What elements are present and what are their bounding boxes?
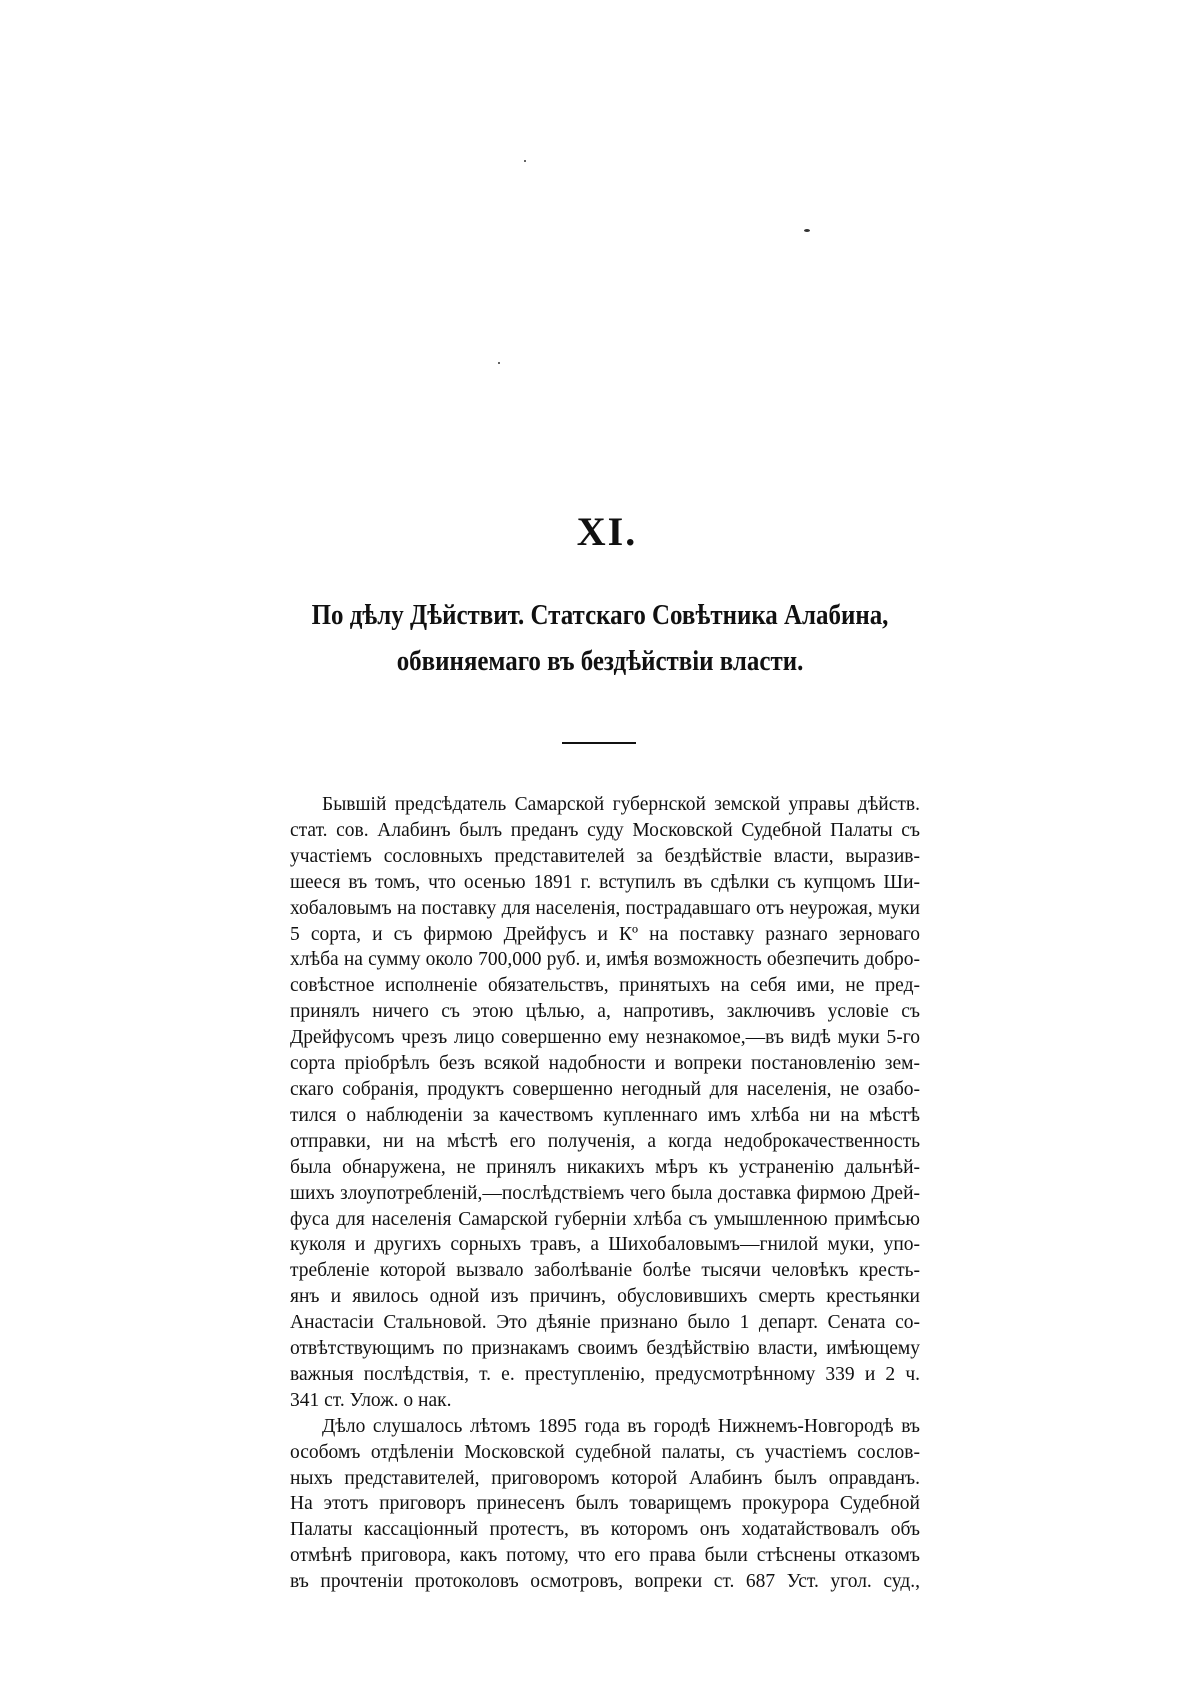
text-line: На этотъ приговоръ принесенъ былъ товарищемъ прокурора Судебной bbox=[290, 1493, 920, 1515]
text-line: сорта пріобрѣлъ безъ всякой надобности и вопреки постановленію зем- bbox=[290, 1053, 920, 1075]
text-line: тился о наблюденіи за качествомъ купленнаго имъ хлѣба ни на мѣстѣ bbox=[290, 1104, 920, 1126]
print-speck bbox=[498, 362, 500, 364]
text-line: стат. сов. Алабинъ былъ преданъ суду Московской Судебной Палаты съ bbox=[290, 819, 920, 841]
text-line: хлѣба на сумму около 700,000 руб. и, имѣя возможность обезпечить добро- bbox=[290, 949, 920, 971]
chapter-number: XI. bbox=[576, 509, 638, 554]
text-line: хобаловымъ на поставку для населенія, пострадавшаго отъ неурожая, муки bbox=[290, 897, 920, 919]
text-line: въ прочтеніи протоколовъ осмотровъ, вопреки ст. 687 Уст. угол. суд., bbox=[290, 1571, 920, 1593]
print-speck bbox=[804, 229, 810, 232]
text-line: Бывшій предсѣдатель Самарской губернской земской управы дѣйств. bbox=[322, 794, 920, 815]
text-line: отмѣнѣ приговора, какъ потому, что его права были стѣснены отказомъ bbox=[290, 1545, 920, 1567]
print-speck bbox=[524, 160, 526, 162]
text-line: принялъ ничего съ этою цѣлью, а, напротивъ, заключивъ условіе съ bbox=[290, 1001, 920, 1023]
text-line: отвѣтствующимъ по признакамъ своимъ бездѣйствію власти, имѣющему bbox=[290, 1338, 920, 1360]
text-line: шееся въ томъ, что осенью 1891 г. вступилъ въ сдѣлки съ купцомъ Ши- bbox=[290, 871, 920, 893]
paragraph bbox=[290, 1414, 920, 1595]
text-line: 341 ст. Улож. о нак. bbox=[290, 1389, 452, 1411]
text-line: ныхъ представителей, приговоромъ которой Алабинъ былъ оправданъ. bbox=[290, 1467, 920, 1489]
text-line: скаго собранія, продуктъ совершенно негодный для населенія, не озабо- bbox=[290, 1078, 920, 1100]
text-line: шихъ злоупотребленій,—послѣдствіемъ чего была доставка фирмою Дрей- bbox=[290, 1182, 920, 1204]
text-line: была обнаружена, не принялъ никакихъ мѣръ къ устраненію дальнѣй- bbox=[290, 1156, 920, 1178]
text-line: фуса для населенія Самарской губерніи хлѣба съ умышленною примѣсью bbox=[290, 1208, 920, 1230]
chapter-title bbox=[290, 592, 909, 684]
text-line: отправки, ни на мѣстѣ его полученія, а когда недоброкачественность bbox=[290, 1130, 920, 1152]
text-line: Дрейфусомъ чрезъ лицо совершенно ему незнакомое,—въ видѣ муки 5-го bbox=[290, 1027, 920, 1049]
chapter-title-line: обвиняемаго въ бездѣйствіи власти. bbox=[396, 645, 804, 677]
section-divider bbox=[562, 742, 636, 744]
text-line: Палаты кассаціонный протестъ, въ которомъ онъ ходатайствовалъ объ bbox=[290, 1519, 920, 1541]
body-text bbox=[290, 792, 920, 1595]
text-line: янъ и явилось одной изъ причинъ, обусловившихъ смерть крестьянки bbox=[290, 1286, 920, 1308]
text-line: требленіе которой вызвало заболѣваніе болѣе тысячи человѣкъ кресть- bbox=[290, 1260, 920, 1282]
text-line: участіемъ сословныхъ представителей за бездѣйствіе власти, выразив- bbox=[290, 845, 920, 867]
text-line: важныя послѣдствія, т. е. преступленію, предусмотрѣнному 339 и 2 ч. bbox=[290, 1363, 920, 1385]
text-line: 5 сорта, и съ фирмою Дрейфусъ и Кº на поставку разнаго зерноваго bbox=[290, 923, 920, 945]
text-line: куколя и другихъ сорныхъ травъ, а Шихобаловымъ—гнилой муки, упо- bbox=[290, 1234, 920, 1256]
text-line: особомъ отдѣленіи Московской судебной палаты, съ участіемъ сослов- bbox=[290, 1441, 920, 1463]
text-line: Анастасіи Стальновой. Это дѣяніе признано было 1 департ. Сената со- bbox=[290, 1312, 920, 1334]
chapter-title-line: По дѣлу Дѣйствит. Статскаго Совѣтника Алабина, bbox=[311, 599, 889, 631]
text-line: совѣстное исполненіе обязательствъ, принятыхъ на себя ими, не пред- bbox=[290, 975, 920, 997]
text-line: Дѣло слушалось лѣтомъ 1895 года въ городѣ Нижнемъ-Новгородѣ въ bbox=[322, 1415, 920, 1437]
paragraph bbox=[290, 792, 920, 1414]
